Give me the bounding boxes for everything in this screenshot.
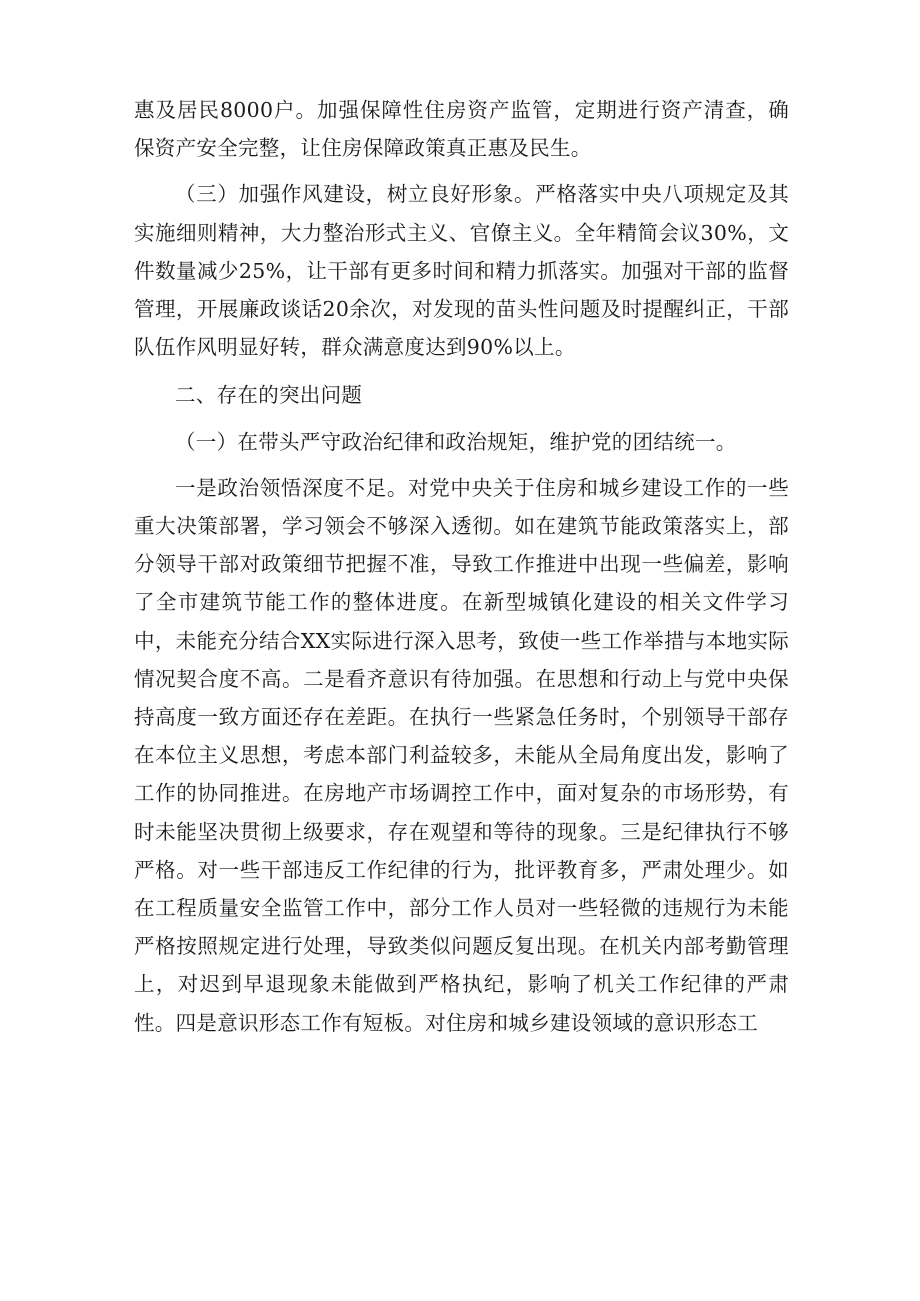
- paragraph-work-style: （三）加强作风建设，树立良好形象。严格落实中央八项规定及其实施细则精神，大力整治形式主义、官僚主义。全年精简会议30%，文件数量减少25%，让干部有更多时间和精力抓落实。加强对干部的监督管理，开展廉政谈话20余次，对发现的苗头性问题及时提醒纠正，干部队伍作风明显好转，群众满意度达到90%以上。: [134, 182, 789, 360]
- section-heading-problems: 二、存在的突出问题: [175, 383, 363, 408]
- document-page: [134, 91, 789, 1042]
- paragraph-resident-benefit: 惠及居民8000户。加强保障性住房资产监管，定期进行资产清查，确保资产安全完整，让住房保障政策真正惠及民生。: [134, 98, 789, 161]
- subheading-political-discipline: （一）在带头严守政治纪律和政治规矩，维护党的团结统一。: [175, 429, 737, 454]
- paragraph-problem-details: 一是政治领悟深度不足。对党中央关于住房和城乡建设工作的一些重大决策部署，学习领会不够深入透彻。如在建筑节能政策落实上，部分领导干部对政策细节把握不准，导致工作推进中出现一些偏差，影响了全市建筑节能工作的整体进度。在新型城镇化建设的相关文件学习中，未能充分结合XX实际进行深入思考，致使一些工作举措与本地实际情况契合度不高。二是看齐意识有待加强。在思想和行动上与党中央保持高度一致方面还存在差距。在执行一些紧急任务时，个别领导干部存在本位主义思想，考虑本部门利益较多，未能从全局角度出发，影响了工作的协同推进。在房地产市场调控工作中，面对复杂的市场形势，有时未能坚决贯彻上级要求，存在观望和等待的现象。三是纪律执行不够严格。对一些干部违反工作纪律的行为，批评教育多，严肃处理少。如在工程质量安全监管工作中，部分工作人员对一些轻微的违规行为未能严格按照规定进行处理，导致类似问题反复出现。在机关内部考勤管理上，对迟到早退现象未能做到严格执纪，影响了机关工作纪律的严肃性。四是意识形态工作有短板。对住房和城乡建设领域的意识形态工: [134, 475, 789, 1035]
